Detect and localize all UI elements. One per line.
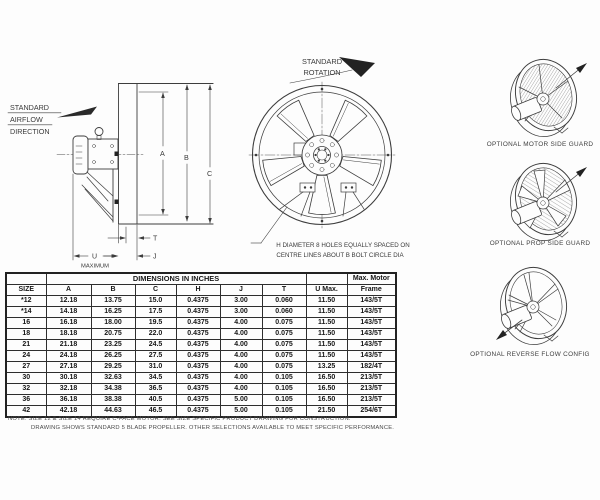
table-row [6,340,396,351]
table-cell: 4.00 [220,318,262,329]
rotation-arrow-icon [339,57,375,77]
table-cell: 143/5T [347,296,396,307]
option-label-prop-side-guard: OPTIONAL PROP SIDE GUARD [489,240,591,247]
table-cell: 4.00 [220,373,262,384]
table-cell: 19.5 [135,318,176,329]
table-cell: 0.060 [262,296,306,307]
note-line-2: DRAWING SHOWS STANDARD 5 BLADE PROPELLER. OTHER SELECTIONS AVAILABLE TO MEET SPECIFIC PERFORMANCE. [31,425,395,431]
table-cell: 13.25 [306,362,347,373]
table-cell: 18.18 [46,329,91,340]
side-view-drawing [0,50,232,272]
table-cell: 0.4375 [176,373,220,384]
col-header-c: C [135,285,176,296]
airflow-out-arrow-icon [576,167,587,177]
table-cell: 24 [6,351,46,362]
table-row [6,329,396,340]
option-prop-side-guard-figure [492,158,597,246]
table-cell: 0.105 [262,395,306,406]
dim-label-t: T [153,235,158,243]
table-cell: 0.4375 [176,362,220,373]
table-cell: 143/5T [347,329,396,340]
option-motor-side-guard-figure [492,54,597,142]
table-cell: 18.00 [91,318,135,329]
table-cell: 0.4375 [176,351,220,362]
table-row [6,307,396,318]
airflow-direction-label-line2: AIRFLOW [10,115,43,124]
table-cell: 32.63 [91,373,135,384]
motor-header: Max. Motor [347,273,396,285]
table-cell: 3.00 [220,296,262,307]
table-cell: 12.18 [46,296,91,307]
table-title: DIMENSIONS IN INCHES [46,273,306,285]
table-cell: 213/5T [347,373,396,384]
table-cell: 0.075 [262,340,306,351]
table-cell: 26.25 [91,351,135,362]
table-cell: 16.18 [46,318,91,329]
table-cell: 34.38 [91,384,135,395]
table-cell: 29.25 [91,362,135,373]
note-line-1: NOTE: SIZE 12 & SIZE 14 REQUIRE C-FACE MOTOR. SEE SIZE SPECIFIC PRODUCT DRAWING FOR CONSTRUCTION. [8,416,351,422]
table-cell: 0.4375 [176,406,220,418]
table-cell: 254/6T [347,406,396,418]
table-row [6,395,396,406]
table-cell: 0.075 [262,362,306,373]
table-cell: 0.060 [262,307,306,318]
table-cell: 143/5T [347,318,396,329]
table-cell: 34.5 [135,373,176,384]
table-cell: 21.50 [306,406,347,418]
table-row [6,362,396,373]
table-row [6,384,396,395]
table-cell: 4.00 [220,362,262,373]
table-cell: 30.18 [46,373,91,384]
dimension-c [208,85,212,224]
table-cell: 3.00 [220,307,262,318]
table-cell: 4.00 [220,384,262,395]
airflow-arrow-icon [57,107,97,118]
rotation-label-line2: ROTATION [303,68,341,77]
blank-cell [306,273,347,285]
table-cell: 16.50 [306,373,347,384]
table-cell: 42.18 [46,406,91,418]
table-cell: 21.18 [46,340,91,351]
table-cell: 27 [6,362,46,373]
table-cell: 0.4375 [176,384,220,395]
table-cell: 143/5T [347,351,396,362]
col-header-a: A [46,285,91,296]
table-cell: 182/4T [347,362,396,373]
table-cell: 0.105 [262,373,306,384]
table-cell: 16.25 [91,307,135,318]
table-cell: 11.50 [306,351,347,362]
table-cell: 11.50 [306,307,347,318]
bolt-holes-note-line1: H DIAMETER 8 HOLES EQUALLY SPACED ON [276,242,410,249]
dimensions-table [5,272,397,418]
table-cell: 36.18 [46,395,91,406]
table-row [6,296,396,307]
col-header-t: T [262,285,306,296]
option-reverse-flow-figure [482,262,587,350]
table-header-row-1 [6,273,396,285]
dim-label-j: J [153,253,157,261]
reverse-airflow-arrow-icon [496,330,507,340]
table-cell: 0.075 [262,351,306,362]
table-cell: 11.50 [306,340,347,351]
table-cell: 0.4375 [176,307,220,318]
table-cell: 0.4375 [176,340,220,351]
dim-label-c: C [207,169,213,178]
table-cell: 24.5 [135,340,176,351]
table-cell: 44.63 [91,406,135,418]
table-cell: 21 [6,340,46,351]
table-cell: 22.0 [135,329,176,340]
dim-label-a: A [160,149,165,158]
table-cell: 143/5T [347,307,396,318]
col-header-u-max: U Max. [306,285,347,296]
table-cell: 16 [6,318,46,329]
table-cell: 17.5 [135,307,176,318]
table-cell: 16.50 [306,384,347,395]
col-header-size: SIZE [6,285,46,296]
dimension-t [108,225,150,243]
table-cell: 5.00 [220,395,262,406]
table-cell: 0.105 [262,406,306,418]
col-header-frame: Frame [347,285,396,296]
motor-body [73,136,88,174]
table-cell: 0.4375 [176,395,220,406]
table-cell: 4.00 [220,351,262,362]
table-cell: 24.18 [46,351,91,362]
motor-frame [88,139,118,169]
table-cell: 42 [6,406,46,418]
airflow-direction-label-line1: STANDARD [10,103,50,112]
table-cell: 36 [6,395,46,406]
table-cell: 5.00 [220,406,262,418]
table-cell: 31.0 [135,362,176,373]
table-row [6,373,396,384]
bolt-holes-note-line2: CENTRE LINES ABOUT B BOLT CIRCLE DIA [276,252,404,259]
table-cell: 0.105 [262,384,306,395]
table-cell: 143/5T [347,340,396,351]
table-row [6,351,396,362]
table-cell: 0.075 [262,318,306,329]
table-cell: 16.50 [306,395,347,406]
col-header-b: B [91,285,135,296]
dim-label-u: U [92,253,98,261]
table-cell: 4.00 [220,340,262,351]
table-cell: *14 [6,307,46,318]
table-cell: 38.38 [91,395,135,406]
rotation-label-line1: STANDARD [301,57,343,66]
blank-cell [6,273,46,285]
table-cell: 46.5 [135,406,176,418]
option-label-motor-side-guard: OPTIONAL MOTOR SIDE GUARD [486,141,594,148]
table-cell: 14.18 [46,307,91,318]
table-cell: 20.75 [91,329,135,340]
table-cell: 13.75 [91,296,135,307]
col-header-j: J [220,285,262,296]
front-view-drawing [235,45,440,270]
airflow-out-arrow-icon [576,63,587,73]
maximum-label: MAXIMUM [80,263,110,270]
table-cell: 213/5T [347,395,396,406]
table-cell: 0.4375 [176,329,220,340]
option-label-reverse-flow: OPTIONAL REVERSE FLOW CONFIG [470,351,590,358]
table-cell: 30 [6,373,46,384]
table-cell: 27.5 [135,351,176,362]
fan-panel [119,84,214,225]
table-cell: 18 [6,329,46,340]
table-cell: 11.50 [306,329,347,340]
table-header-row-2 [6,285,396,296]
table-cell: 15.0 [135,296,176,307]
table-cell: 0.4375 [176,296,220,307]
table-cell: 36.5 [135,384,176,395]
table-cell: 27.18 [46,362,91,373]
airflow-direction-label-line3: DIRECTION [10,127,50,136]
hole-note-leader [251,207,287,243]
table-cell: 32.18 [46,384,91,395]
table-row [6,318,396,329]
table-cell: 32 [6,384,46,395]
table-cell: 11.50 [306,318,347,329]
table-cell: 40.5 [135,395,176,406]
table-cell: *12 [6,296,46,307]
table-cell: 213/5T [347,384,396,395]
table-cell: 4.00 [220,329,262,340]
table-cell: 23.25 [91,340,135,351]
dim-label-b: B [184,153,189,162]
dimension-j [104,225,150,260]
eye-bolt-icon [95,128,103,136]
col-header-h: H [176,285,220,296]
table-cell: 11.50 [306,296,347,307]
hub-assembly [302,135,342,175]
motor-bracket [82,170,113,222]
table-cell: 0.4375 [176,318,220,329]
table-cell: 0.075 [262,329,306,340]
